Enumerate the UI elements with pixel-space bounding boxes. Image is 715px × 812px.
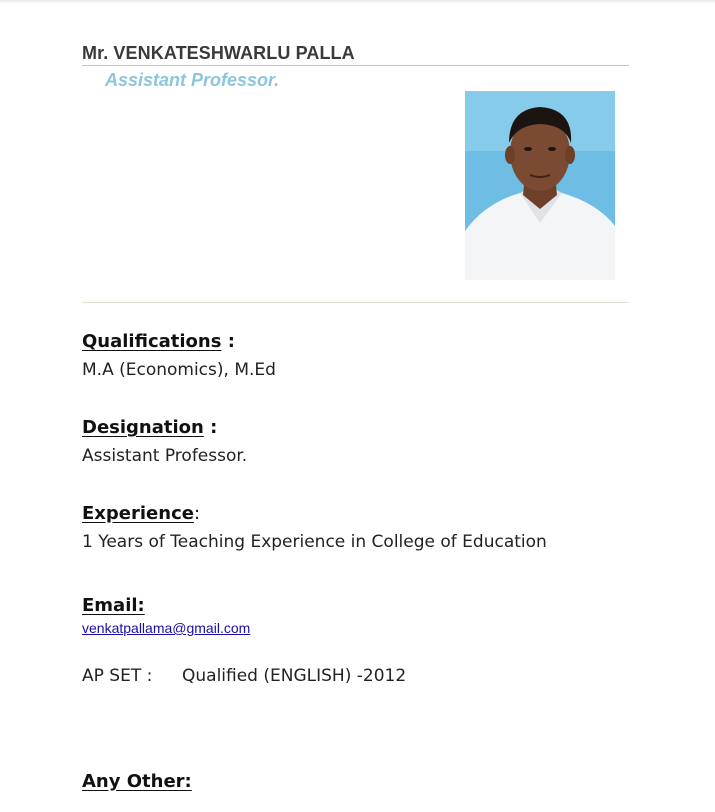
ap-set-value: Qualified (ENGLISH) -2012 — [182, 666, 407, 686]
qualifications-label: Qualifications — [82, 331, 222, 352]
profile-photo — [465, 91, 615, 280]
qualifications-heading — [82, 331, 235, 352]
designation-label: Designation — [82, 417, 204, 438]
experience-value: 1 Years of Teaching Experience in College of Education — [82, 532, 547, 552]
photo-divider — [82, 302, 629, 303]
email-label: Email: — [82, 595, 145, 616]
experience-heading — [82, 503, 200, 524]
qualifications-separator: : — [221, 331, 235, 352]
ap-set-label: AP SET : — [82, 666, 153, 686]
email-heading — [82, 595, 145, 616]
any-other-label: Any Other: — [82, 771, 192, 792]
designation-separator: : — [203, 417, 218, 438]
experience-separator: : — [193, 503, 201, 524]
designation-heading — [82, 417, 217, 438]
profile-name: Mr. VENKATESHWARLU PALLA — [82, 43, 355, 63]
experience-label: Experience — [82, 503, 194, 524]
designation-value: Assistant Professor. — [82, 446, 248, 466]
portrait-image — [465, 91, 615, 280]
email-link[interactable]: venkatpallama@gmail.com — [82, 620, 251, 636]
page-top-shadow — [0, 0, 715, 4]
any-other-heading — [82, 771, 192, 792]
header-divider — [82, 65, 629, 66]
profile-role: Assistant Professor. — [105, 70, 280, 90]
qualifications-value: M.A (Economics), M.Ed — [82, 360, 276, 380]
